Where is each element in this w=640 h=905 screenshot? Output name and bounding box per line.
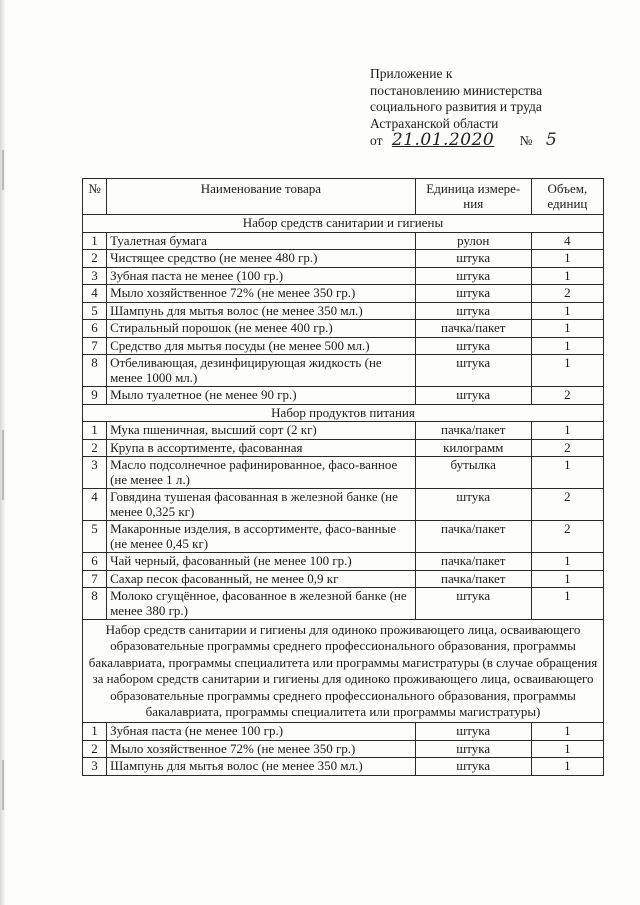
- row-unit: штука: [415, 387, 531, 405]
- header-num: №: [83, 179, 107, 215]
- scan-artifact: [2, 430, 4, 500]
- row-number: 3: [83, 758, 107, 776]
- row-item-name: Зубная паста (не менее 100 гр.): [107, 723, 416, 741]
- row-quantity: 1: [531, 355, 603, 387]
- row-number: 7: [83, 337, 107, 355]
- table-row: [83, 723, 604, 741]
- table-row: [83, 588, 604, 620]
- row-unit: штука: [415, 267, 531, 285]
- row-unit: штука: [415, 355, 531, 387]
- row-item-name: Масло подсолнечное рафинированное, фасо-ванное (не менее 1 л.): [107, 457, 416, 489]
- annex-line: социального развития и труда: [370, 99, 542, 114]
- row-unit: штука: [415, 588, 531, 620]
- table-row: [83, 355, 604, 387]
- row-unit: штука: [415, 723, 531, 741]
- row-quantity: 2: [531, 489, 603, 521]
- row-quantity: 1: [531, 553, 603, 571]
- row-unit: бутылка: [415, 457, 531, 489]
- row-number: 7: [83, 570, 107, 588]
- row-quantity: 1: [531, 740, 603, 758]
- row-quantity: 1: [531, 250, 603, 268]
- header-unit: Единица измере-ния: [415, 179, 531, 215]
- row-quantity: 1: [531, 337, 603, 355]
- row-quantity: 1: [531, 320, 603, 338]
- section-title: Набор продуктов питания: [83, 404, 604, 422]
- table-row: [83, 457, 604, 489]
- annex-line: Приложение к: [370, 66, 453, 81]
- header-name: Наименование товара: [107, 179, 416, 215]
- row-item-name: Крупа в ассортименте, фасованная: [107, 439, 416, 457]
- row-number: 6: [83, 553, 107, 571]
- row-item-name: Молоко сгущённое, фасованное в железной банке (не менее 380 гр.): [107, 588, 416, 620]
- row-unit: штука: [415, 302, 531, 320]
- row-number: 5: [83, 302, 107, 320]
- table-row: [83, 387, 604, 405]
- row-quantity: 1: [531, 570, 603, 588]
- row-item-name: Туалетная бумага: [107, 232, 416, 250]
- row-unit: пачка/пакет: [415, 521, 531, 553]
- table-row: [83, 302, 604, 320]
- scan-artifact: [2, 760, 4, 810]
- row-number: 6: [83, 320, 107, 338]
- table-row: [83, 570, 604, 588]
- row-number: 5: [83, 521, 107, 553]
- row-item-name: Мыло туалетное (не менее 90 гр.): [107, 387, 416, 405]
- row-item-name: Отбеливающая, дезинфицирующая жидкость (не менее 1000 мл.): [107, 355, 416, 387]
- row-quantity: 1: [531, 302, 603, 320]
- row-quantity: 2: [531, 285, 603, 303]
- row-number: 8: [83, 355, 107, 387]
- table-row: [83, 320, 604, 338]
- row-item-name: Зубная паста не менее (100 гр.): [107, 267, 416, 285]
- row-number: 2: [83, 250, 107, 268]
- section-row: [83, 620, 604, 723]
- row-unit: штука: [415, 740, 531, 758]
- table-row: [83, 758, 604, 776]
- table-row: [83, 232, 604, 250]
- table-row: [83, 267, 604, 285]
- handwritten-date: 21.01.2020: [391, 130, 495, 150]
- row-unit: штука: [415, 489, 531, 521]
- row-number: 1: [83, 723, 107, 741]
- annex-date-line: [370, 132, 620, 150]
- section-row: [83, 215, 604, 233]
- row-item-name: Мука пшеничная, высший сорт (2 кг): [107, 422, 416, 440]
- section-title: Набор средств санитарии и гигиены: [83, 215, 604, 233]
- row-number: 2: [83, 740, 107, 758]
- handwritten-number: 5: [545, 130, 558, 150]
- row-number: 1: [83, 232, 107, 250]
- row-unit: пачка/пакет: [415, 320, 531, 338]
- table-header-row: [83, 179, 604, 215]
- section-row: [83, 404, 604, 422]
- table-row: [83, 489, 604, 521]
- row-item-name: Чистящее средство (не менее 480 гр.): [107, 250, 416, 268]
- row-item-name: Макаронные изделия, в ассортименте, фасо-ванные (не менее 0,45 кг): [107, 521, 416, 553]
- row-number: 8: [83, 588, 107, 620]
- number-label: №: [519, 133, 533, 148]
- row-item-name: Сахар песок фасованный, не менее 0,9 кг: [107, 570, 416, 588]
- row-number: 9: [83, 387, 107, 405]
- row-quantity: 1: [531, 457, 603, 489]
- table-row: [83, 553, 604, 571]
- table-row: [83, 422, 604, 440]
- row-item-name: Шампунь для мытья волос (не менее 350 мл.): [107, 302, 416, 320]
- table-row: [83, 285, 604, 303]
- row-number: 3: [83, 457, 107, 489]
- table-row: [83, 337, 604, 355]
- row-unit: пачка/пакет: [415, 422, 531, 440]
- row-number: 3: [83, 267, 107, 285]
- row-item-name: Говядина тушеная фасованная в железной банке (не менее 0,325 кг): [107, 489, 416, 521]
- row-quantity: 4: [531, 232, 603, 250]
- row-item-name: Мыло хозяйственное 72% (не менее 350 гр.): [107, 740, 416, 758]
- row-unit: штука: [415, 758, 531, 776]
- goods-table: [82, 178, 604, 776]
- section-title: Набор средств санитарии и гигиены для одиноко проживающего лица, осваивающего образовательные программы среднего профессионального образования, программы бакалавриата, программы специалитета или программы магистратуры (в случае обращения за набором средств санитарии и гигиены для одиноко проживающего лица, осваивающего образовательные программы среднего профессионального образования, программы бакалавриата, программы специалитета или программы магистратуры): [83, 620, 604, 723]
- table-row: [83, 250, 604, 268]
- row-quantity: 1: [531, 267, 603, 285]
- row-unit: штука: [415, 337, 531, 355]
- table-row: [83, 521, 604, 553]
- table-row: [83, 740, 604, 758]
- row-number: 4: [83, 285, 107, 303]
- row-item-name: Мыло хозяйственное 72% (не менее 350 гр.): [107, 285, 416, 303]
- row-quantity: 2: [531, 387, 603, 405]
- scan-artifact: [2, 150, 4, 190]
- row-item-name: Чай черный, фасованный (не менее 100 гр.): [107, 553, 416, 571]
- annex-line: постановлению министерства: [370, 82, 543, 98]
- row-number: 4: [83, 489, 107, 521]
- row-unit: штука: [415, 250, 531, 268]
- row-item-name: Стиральный порошок (не менее 400 гр.): [107, 320, 416, 338]
- date-prefix: от: [370, 133, 383, 148]
- row-item-name: Шампунь для мытья волос (не менее 350 мл.): [107, 758, 416, 776]
- row-quantity: 2: [531, 439, 603, 457]
- annex-line: Астраханской области: [370, 115, 499, 131]
- annex-header: [370, 66, 620, 150]
- row-quantity: 1: [531, 758, 603, 776]
- row-number: 2: [83, 439, 107, 457]
- row-quantity: 1: [531, 422, 603, 440]
- row-quantity: 1: [531, 588, 603, 620]
- row-item-name: Средство для мытья посуды (не менее 500 мл.): [107, 337, 416, 355]
- row-unit: пачка/пакет: [415, 553, 531, 571]
- row-unit: килограмм: [415, 439, 531, 457]
- table-body: [83, 215, 604, 776]
- table-row: [83, 439, 604, 457]
- row-unit: рулон: [415, 232, 531, 250]
- row-quantity: 2: [531, 521, 603, 553]
- row-unit: пачка/пакет: [415, 570, 531, 588]
- row-quantity: 1: [531, 723, 603, 741]
- header-qty: Объем, единиц: [531, 179, 603, 215]
- row-unit: штука: [415, 285, 531, 303]
- row-number: 1: [83, 422, 107, 440]
